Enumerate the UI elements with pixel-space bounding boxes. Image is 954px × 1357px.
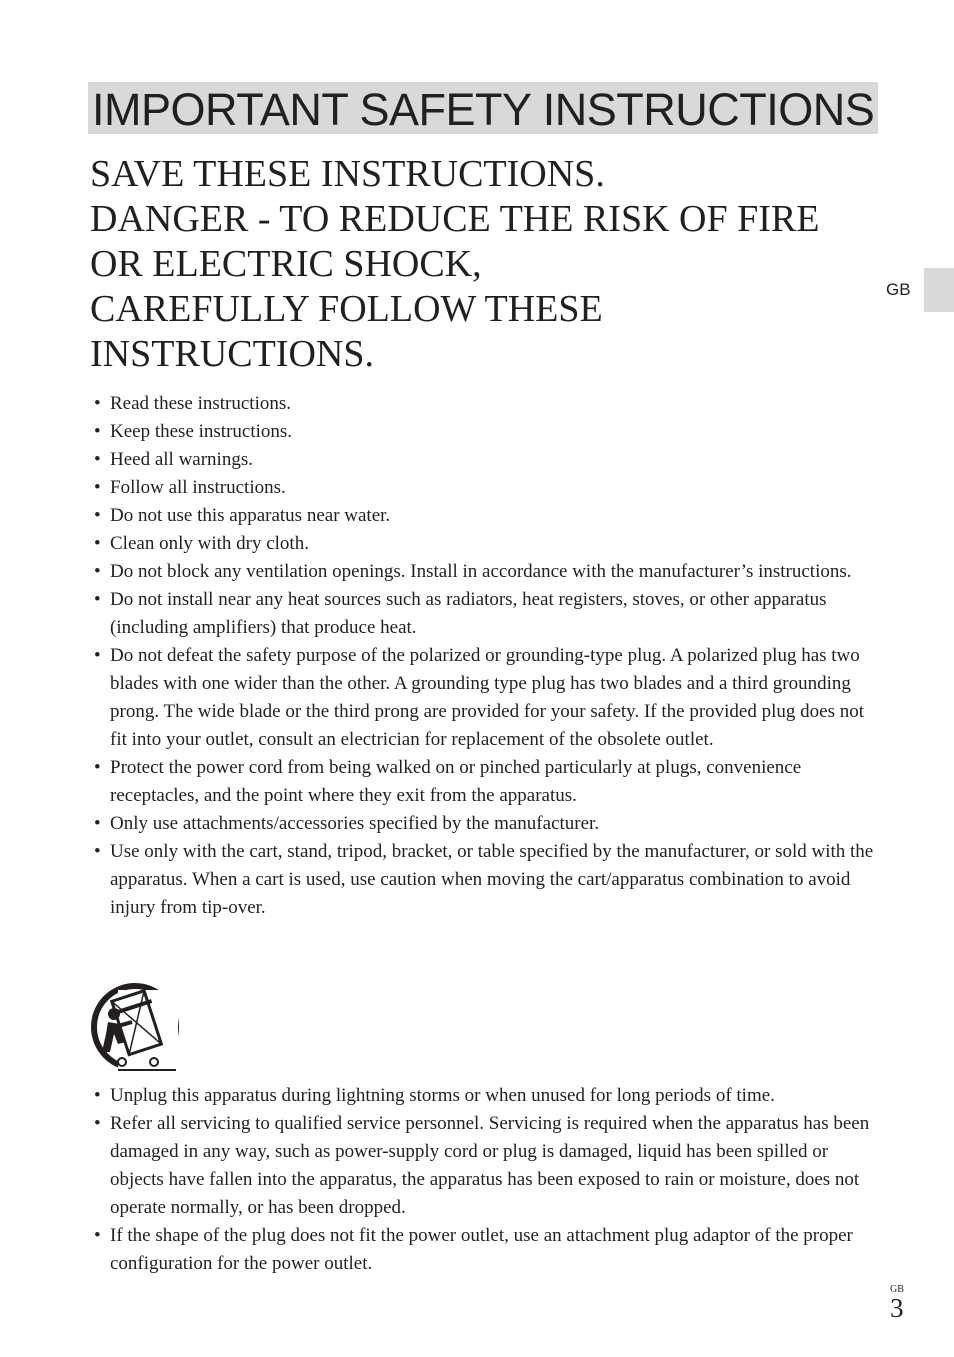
bullet-icon: •: [94, 393, 101, 414]
list-item: [94, 502, 884, 530]
subtitle-line: DANGER - TO REDUCE THE RISK OF FIRE: [90, 198, 820, 240]
list-item: [94, 642, 884, 754]
list-item-text: Heed all warnings.: [110, 449, 253, 470]
list-item: [94, 838, 884, 922]
list-item-text: Do not install near any heat sources such as radiators, heat registers, stoves, or other apparatus (including amplifiers) that produce heat.: [110, 589, 827, 638]
list-item-text: Do not block any ventilation openings. Install in accordance with the manufacturer’s instructions.: [110, 561, 852, 582]
list-item: [94, 530, 884, 558]
bullet-icon: •: [94, 533, 101, 554]
list-item: [94, 446, 884, 474]
list-item: [94, 1222, 884, 1278]
list-item: [94, 586, 884, 642]
subtitle-line: OR ELECTRIC SHOCK,: [90, 243, 482, 285]
subtitle-line: SAVE THESE INSTRUCTIONS.: [90, 153, 605, 195]
list-item: [94, 754, 884, 810]
bullet-icon: •: [94, 813, 101, 834]
page-language-code: GB: [890, 1284, 904, 1295]
bullet-icon: •: [94, 449, 101, 470]
list-item: [94, 1110, 884, 1222]
list-item-text: Do not use this apparatus near water.: [110, 505, 391, 526]
bullet-icon: •: [94, 421, 101, 442]
list-item-text: Keep these instructions.: [110, 421, 293, 442]
bullet-icon: •: [94, 1085, 101, 1106]
page-title: IMPORTANT SAFETY INSTRUCTIONS: [92, 84, 875, 135]
safety-list-primary: [94, 390, 884, 922]
bullet-icon: •: [94, 1225, 101, 1246]
bullet-icon: •: [94, 561, 101, 582]
bullet-icon: •: [94, 757, 101, 778]
subtitle: [90, 152, 890, 377]
list-item-text: If the shape of the plug does not fit the power outlet, use an attachment plug adaptor of the proper configuration for the power outlet.: [110, 1225, 853, 1274]
bullet-icon: •: [94, 477, 101, 498]
list-item-text: Do not defeat the safety purpose of the polarized or grounding-type plug. A polarized plug has two blades with one wider than the other. A grounding type plug has two blades and a third grounding prong. The wide blade or the third prong are provided for your safety. If the provided plug does not fit into your outlet, consult an electrician for replacement of the obsolete outlet.: [110, 645, 864, 750]
bullet-icon: •: [94, 505, 101, 526]
subtitle-line: INSTRUCTIONS.: [90, 333, 374, 375]
bullet-icon: •: [94, 841, 101, 862]
bullet-icon: •: [94, 645, 101, 666]
list-item: [94, 474, 884, 502]
list-item-text: Clean only with dry cloth.: [110, 533, 309, 554]
list-item: [94, 1082, 884, 1110]
list-item-text: Only use attachments/accessories specified by the manufacturer.: [110, 813, 600, 834]
page-number: 3: [890, 1293, 904, 1323]
list-item-text: Read these instructions.: [110, 393, 291, 414]
cart-tip-over-warning-icon: [88, 982, 182, 1074]
list-item-text: Unplug this apparatus during lightning storms or when unused for long periods of time.: [110, 1085, 775, 1106]
list-item-text: Protect the power cord from being walked on or pinched particularly at plugs, convenience receptacles, and the point where they exit from the apparatus.: [110, 757, 802, 806]
list-item-text: Use only with the cart, stand, tripod, bracket, or table specified by the manufacturer, or sold with the apparatus. When a cart is used, use caution when moving the cart/apparatus combination to avoid injury from tip-over.: [110, 841, 874, 918]
bullet-icon: •: [94, 589, 101, 610]
list-item: [94, 558, 884, 586]
subtitle-line: CAREFULLY FOLLOW THESE: [90, 288, 603, 330]
list-item-text: Refer all servicing to qualified service personnel. Servicing is required when the apparatus has been damaged in any way, such as power-supply cord or plug is damaged, liquid has been spilled or objects have fallen into the apparatus, the apparatus has been exposed to rain or moisture, does not operate normally, or has been dropped.: [110, 1113, 870, 1218]
safety-list-secondary: [94, 1082, 884, 1278]
bullet-icon: •: [94, 1113, 101, 1134]
language-side-tab: [924, 268, 954, 312]
language-tab-label: GB: [886, 280, 911, 299]
list-item: [94, 390, 884, 418]
list-item: [94, 418, 884, 446]
list-item-text: Follow all instructions.: [110, 477, 286, 498]
list-item: [94, 810, 884, 838]
